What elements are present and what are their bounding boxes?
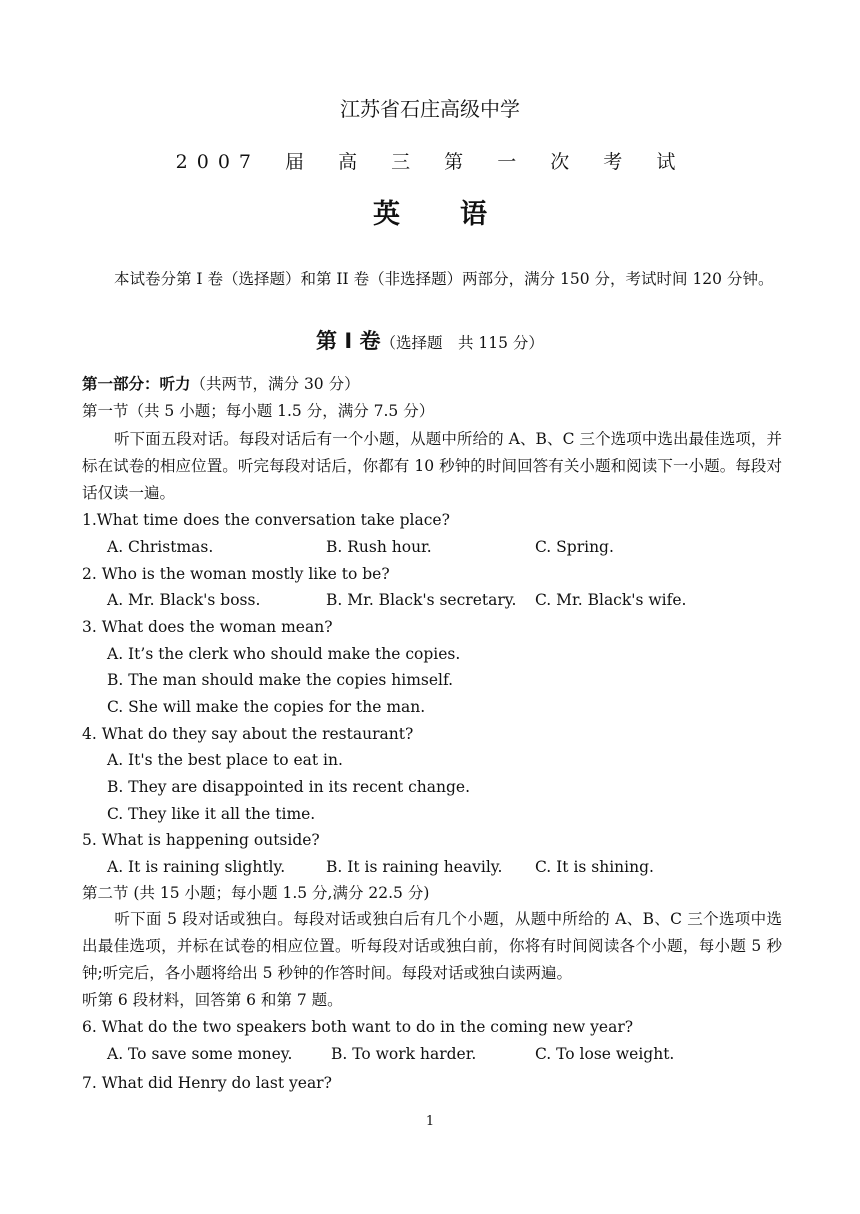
question-5-option-a: A. It is raining slightly. — [107, 858, 286, 876]
question-4-option-c: C. They like it all the time. — [107, 805, 316, 823]
question-4-stem: 4. What do they say about the restaurant? — [82, 725, 414, 743]
question-6-option-b: B. To work harder. — [331, 1045, 477, 1063]
question-1-option-b: B. Rush hour. — [326, 538, 432, 556]
question-2-option-a: A. Mr. Black's boss. — [107, 591, 261, 609]
question-3-option-a: A. It’s the clerk who should make the copies. — [107, 645, 461, 663]
volume-heading — [0, 331, 860, 353]
question-5-stem: 5. What is happening outside? — [82, 831, 320, 849]
section2-title: 第二节 (共 15 小题；每小题 1.5 分,满分 22.5 分) — [82, 884, 430, 902]
question-4-option-b: B. They are disappointed in its recent change. — [107, 778, 471, 796]
exam-title: 2007 届 高 三 第 一 次 考 试 — [175, 151, 685, 173]
question-1-option-a: A. Christmas. — [107, 538, 214, 556]
intro-text: 本试卷分第 I 卷（选择题）和第 II 卷（非选择题）两部分，满分 150 分，考试时间 120 分钟。 — [114, 270, 774, 288]
question-6-stem: 6. What do the two speakers both want to do in the coming new year? — [82, 1018, 634, 1036]
question-2-stem: 2. Who is the woman mostly like to be? — [82, 565, 390, 583]
question-2-option-b: B. Mr. Black's secretary. — [326, 591, 517, 609]
part1-heading — [82, 374, 360, 394]
question-3-option-c: C. She will make the copies for the man. — [107, 698, 426, 716]
question-1-stem: 1.What time does the conversation take place? — [82, 511, 450, 529]
section2-material-note: 听第 6 段材料，回答第 6 和第 7 题。 — [82, 991, 343, 1009]
question-3-stem: 3. What does the woman mean? — [82, 618, 333, 636]
question-5-option-c: C. It is shining. — [535, 858, 654, 876]
intro-paragraph — [82, 266, 782, 293]
question-1-option-c: C. Spring. — [535, 538, 614, 556]
part1-score: （共两节，满分 30 分） — [190, 375, 360, 393]
question-4-option-a: A. It's the best place to eat in. — [107, 751, 343, 769]
page-number: 1 — [425, 1114, 435, 1129]
question-5-option-b: B. It is raining heavily. — [326, 858, 503, 876]
volume-detail: （选择题 共 115 分） — [380, 334, 544, 352]
section2-instructions-text: 听下面 5 段对话或独白。每段对话或独白后有几个小题，从题中所给的 A、B、C 三个选项中选出最佳选项，并标在试卷的相应位置。听每段对话或独白前，你将有时间阅读各个小题，每小题 5 秒钟;听完后，各小题将给出 5 秒钟的作答时间。每段对话或独白读两遍。 — [82, 910, 782, 982]
question-7-stem: 7. What did Henry do last year? — [82, 1074, 332, 1092]
subject-title: 英语 — [373, 199, 547, 230]
section2-instructions — [82, 906, 782, 987]
question-6-option-c: C. To lose weight. — [535, 1045, 675, 1063]
part1-title: 第一部分：听力 — [82, 374, 191, 393]
question-6-option-a: A. To save some money. — [107, 1045, 293, 1063]
question-3-option-b: B. The man should make the copies himself. — [107, 671, 454, 689]
section1-title: 第一节（共 5 小题；每小题 1.5 分，满分 7.5 分） — [82, 402, 435, 420]
school-name: 江苏省石庄高级中学 — [340, 97, 520, 121]
volume-title: 第 I 卷 — [316, 329, 381, 353]
section1-instructions-text: 听下面五段对话。每段对话后有一个小题，从题中所给的 A、B、C 三个选项中选出最佳选项，并标在试卷的相应位置。听完每段对话后，你都有 10 秒钟的时间回答有关小题和阅读下一小题。每段对话仅读一遍。 — [82, 430, 782, 502]
section1-instructions — [82, 426, 782, 507]
question-2-option-c: C. Mr. Black's wife. — [535, 591, 687, 609]
